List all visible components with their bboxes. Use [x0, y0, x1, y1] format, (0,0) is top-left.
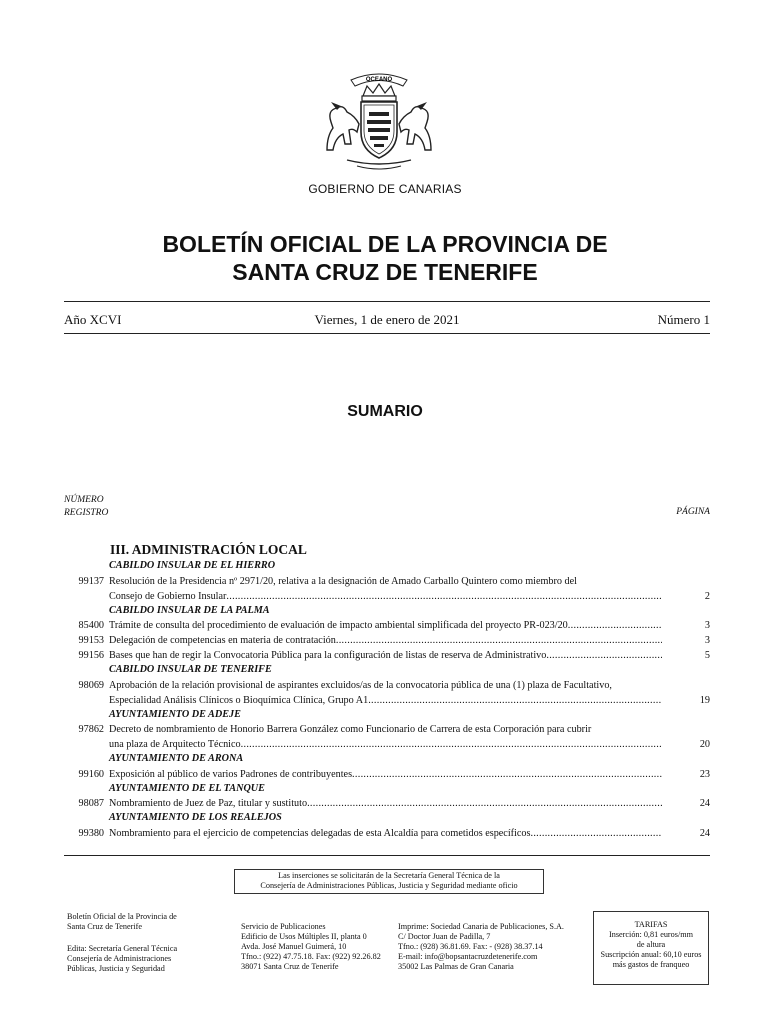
page-number: 2	[704, 590, 710, 602]
footer-publisher	[67, 912, 207, 974]
footer-divider	[64, 855, 710, 856]
entry-text: Delegación de competencias en materia de contratación	[109, 635, 336, 646]
footer-text: Avda. José Manuel Guimerá, 10	[241, 942, 347, 951]
footer-text: C/ Doctor Juan de Padilla, 7	[398, 932, 491, 941]
government-name: GOBIERNO DE CANARIAS	[308, 182, 462, 196]
registry-number: 85400	[78, 620, 104, 631]
toc-entry[interactable]	[64, 618, 710, 633]
header-divider-top	[64, 301, 710, 302]
notice-line2: Consejería de Administraciones Públicas, Justicia y Seguridad mediante oficio	[260, 881, 518, 890]
footer-text: Tfno.: (922) 47.75.18. Fax: (922) 92.26.82	[241, 952, 381, 961]
entry-text: Aprobación de la relación provisional de aspirantes excluidos/as de la convocatoria pública de una (1) plaza de Facultativo,	[109, 679, 612, 691]
footer-text: Imprime: Sociedad Canaria de Publicaciones, S.A.	[398, 922, 564, 931]
footer-text: Públicas, Justicia y Seguridad	[67, 964, 165, 973]
page-number: 5	[704, 650, 710, 661]
coat-of-arms-icon	[317, 66, 441, 184]
rates-title: TARIFAS	[634, 920, 668, 929]
entry-text: Trámite de consulta del procedimiento de evaluación de impacto ambiental simplificada del proyecto PR-023/20	[109, 620, 568, 631]
toc-entry[interactable]	[64, 826, 710, 841]
footer-printer	[398, 922, 588, 972]
toc-entry[interactable]	[64, 767, 710, 782]
toc-entry[interactable]	[64, 574, 710, 604]
rates-text: más gastos de franqueo	[612, 960, 690, 969]
registry-column-label	[64, 494, 108, 520]
registry-label-line2: REGISTRO	[64, 508, 109, 518]
entry-text: Bases que han de regir la Convocatoria Pública para la configuración de listas de reserva de Administrativo	[109, 650, 547, 661]
toc-entry[interactable]	[64, 633, 710, 648]
notice-line1: Las inserciones se solicitarán de la Secretaría General Técnica de la	[278, 871, 500, 880]
entry-text: Nombramiento para el ejercicio de competencias delegadas de esta Alcaldía para cometidos específicos	[109, 827, 531, 839]
issue-number: Número 1	[657, 312, 710, 327]
registry-number: 99137	[78, 575, 104, 587]
footer-text: Consejería de Administraciones	[67, 954, 172, 963]
entry-text: Nombramiento de Juez de Paz, titular y sustituto	[109, 798, 308, 809]
entry-text: una plaza de Arquitecto Técnico	[109, 739, 241, 750]
entry-text: Decreto de nombramiento de Honorio Barrera González como Funcionario de Carrera de esta Corporación para cubrir	[109, 724, 592, 735]
entry-text: Exposición al público de varios Padrones de contribuyentes	[109, 768, 353, 780]
organization-heading: AYUNTAMIENTO DE ADEJE	[109, 708, 241, 720]
rates-box	[593, 911, 709, 985]
page-column-label: PÁGINA	[676, 507, 710, 517]
toc-entry[interactable]	[64, 678, 710, 708]
rates-text: Inserción: 0,81 euros/mm	[609, 930, 693, 939]
issue-year: Año XCVI	[64, 312, 122, 327]
registry-number: 98087	[78, 798, 104, 809]
page-number: 20	[699, 739, 710, 750]
footer-text: Santa Cruz de Tenerife	[67, 922, 142, 931]
footer-text: Edificio de Usos Múltiples II, planta 0	[241, 932, 367, 941]
page-number: 24	[699, 827, 710, 839]
footer-text: 35002 Las Palmas de Gran Canaria	[398, 962, 514, 971]
footer-email[interactable]: E-mail: info@bopsantacruzdetenerife.com	[398, 952, 538, 961]
insertion-notice	[234, 869, 544, 894]
rates-text: Suscripción anual: 60,10 euros	[600, 950, 702, 959]
registry-number: 98069	[78, 679, 104, 691]
page-number: 23	[699, 768, 710, 780]
bulletin-title-line2: SANTA CRUZ DE TENERIFE	[232, 259, 538, 285]
organization-heading: CABILDO INSULAR DE LA PALMA	[109, 604, 270, 616]
page-number: 3	[704, 620, 710, 631]
toc-entry[interactable]	[64, 796, 710, 811]
registry-number: 99153	[78, 635, 104, 646]
crest-motto: OCEANO	[365, 77, 393, 83]
organization-heading: AYUNTAMIENTO DE LOS REALEJOS	[109, 812, 282, 823]
table-of-contents	[64, 559, 710, 841]
summary-heading: SUMARIO	[347, 403, 423, 420]
bulletin-title-line1: BOLETÍN OFICIAL DE LA PROVINCIA DE	[162, 231, 608, 257]
footer-text: Edita: Secretaría General Técnica	[67, 944, 178, 953]
footer-text: Tfno.: (928) 36.81.69. Fax: - (928) 38.37.14	[398, 942, 543, 951]
organization-heading: CABILDO INSULAR DE TENERIFE	[109, 664, 272, 675]
registry-number: 99156	[78, 650, 104, 661]
toc-entry[interactable]	[64, 722, 710, 752]
organization-heading: CABILDO INSULAR DE EL HIERRO	[109, 560, 276, 571]
registry-number: 99380	[78, 827, 104, 839]
registry-number: 99160	[78, 768, 104, 780]
registry-label-line1: NÚMERO	[64, 495, 104, 505]
header-divider-bottom	[64, 333, 710, 334]
section-heading: III. ADMINISTRACIÓN LOCAL	[110, 542, 307, 557]
organization-heading: AYUNTAMIENTO DE ARONA	[109, 753, 244, 764]
page-number: 3	[704, 635, 710, 646]
entry-text: Especialidad Análisis Clínicos o Bioquímica Clínica, Grupo A1	[109, 694, 369, 706]
issue-date: Viernes, 1 de enero de 2021	[314, 312, 460, 327]
page-number: 19	[699, 694, 710, 706]
footer-text: Boletín Oficial de la Provincia de	[67, 912, 177, 921]
entry-text: Consejo de Gobierno Insular	[109, 590, 227, 602]
page-number: 24	[699, 798, 710, 809]
organization-heading: AYUNTAMIENTO DE EL TANQUE	[109, 782, 265, 794]
entry-text: Resolución de la Presidencia nº 2971/20, relativa a la designación de Amado Carballo Quintero como miembro del	[109, 575, 577, 587]
registry-number: 97862	[78, 724, 104, 735]
footer-publications-service	[241, 922, 401, 972]
toc-entry[interactable]	[64, 648, 710, 663]
footer-text: Servicio de Publicaciones	[241, 922, 326, 931]
footer-text: 38071 Santa Cruz de Tenerife	[241, 962, 339, 971]
rates-text: de altura	[636, 940, 666, 949]
